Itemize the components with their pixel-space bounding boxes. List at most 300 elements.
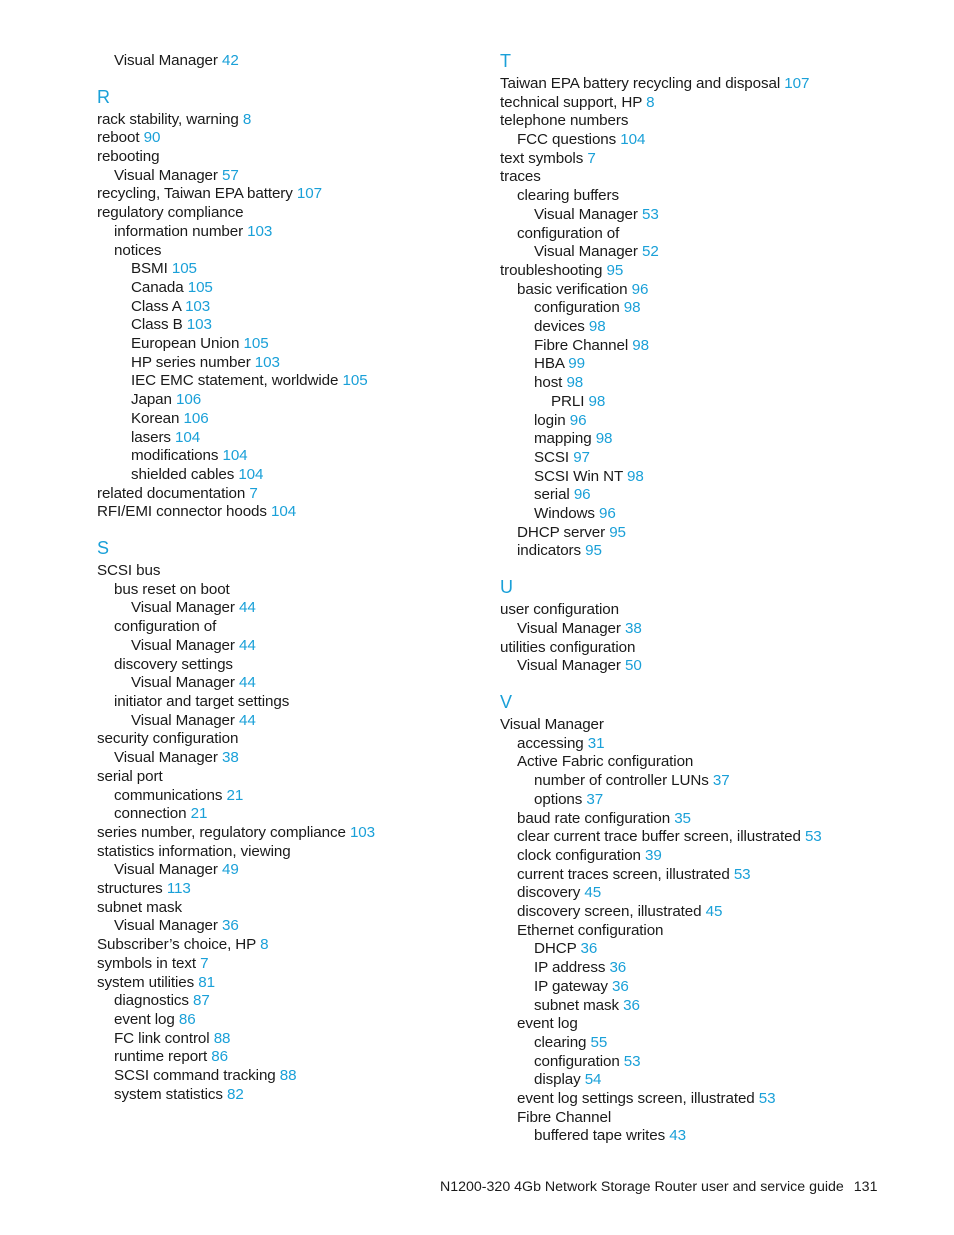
index-entry bbox=[500, 112, 628, 130]
index-entry bbox=[97, 730, 238, 748]
page-link[interactable]: 103 bbox=[185, 298, 211, 315]
index-term: related documentation bbox=[97, 485, 246, 502]
index-term: IP gateway bbox=[534, 978, 608, 995]
index-term: baud rate configuration bbox=[517, 810, 671, 827]
page-link[interactable]: 103 bbox=[349, 824, 375, 841]
index-entry bbox=[114, 52, 239, 70]
index-term: modifications bbox=[131, 447, 219, 464]
page-link[interactable]: 36 bbox=[221, 917, 239, 934]
index-entry bbox=[500, 150, 596, 168]
index-term: Visual Manager bbox=[517, 657, 621, 674]
index-entry bbox=[97, 204, 243, 222]
index-term: serial bbox=[534, 486, 570, 503]
index-entry bbox=[97, 899, 182, 917]
index-term: FC link control bbox=[114, 1030, 210, 1047]
index-entry bbox=[517, 847, 662, 865]
index-entry bbox=[131, 298, 210, 316]
page-link[interactable]: 42 bbox=[221, 52, 239, 69]
index-entry bbox=[97, 936, 268, 954]
page-link[interactable]: 36 bbox=[609, 959, 627, 976]
index-entry bbox=[131, 279, 213, 297]
page-link[interactable]: 105 bbox=[187, 279, 213, 296]
page-link[interactable]: 103 bbox=[254, 354, 280, 371]
index-entry bbox=[114, 656, 233, 674]
index-entry bbox=[500, 262, 623, 280]
page-link[interactable]: 96 bbox=[599, 505, 616, 522]
index-term: initiator and target settings bbox=[114, 693, 290, 710]
page-link[interactable]: 98 bbox=[627, 468, 644, 485]
index-term: user configuration bbox=[500, 601, 619, 618]
index-entry bbox=[517, 542, 602, 560]
index-term: Korean bbox=[131, 410, 180, 427]
page-link[interactable]: 55 bbox=[590, 1034, 608, 1051]
index-entry bbox=[534, 1071, 601, 1089]
index-entry bbox=[131, 599, 256, 617]
index-entry bbox=[97, 185, 322, 203]
index-term: connection bbox=[114, 805, 187, 822]
page-link[interactable]: 43 bbox=[669, 1127, 686, 1144]
page-link[interactable]: 113 bbox=[166, 880, 191, 897]
index-entry bbox=[517, 281, 648, 299]
index-entry bbox=[97, 824, 375, 842]
index-entry bbox=[97, 955, 208, 973]
index-entry bbox=[97, 485, 258, 503]
index-term: text symbols bbox=[500, 150, 584, 167]
index-term: IP address bbox=[534, 959, 606, 976]
index-entry bbox=[131, 637, 256, 655]
page-link[interactable]: 105 bbox=[243, 335, 269, 352]
section-letter: V bbox=[500, 692, 513, 712]
index-term: Visual Manager bbox=[114, 861, 218, 878]
index-entry bbox=[114, 992, 210, 1010]
page-link[interactable]: 36 bbox=[623, 997, 640, 1014]
page-link[interactable]: 36 bbox=[580, 940, 598, 957]
page-link[interactable]: 107 bbox=[296, 185, 322, 202]
index-term: Visual Manager bbox=[131, 599, 235, 616]
index-entry bbox=[534, 206, 659, 224]
index-term: Visual Manager bbox=[517, 620, 621, 637]
page-link[interactable]: 7 bbox=[200, 955, 209, 972]
page-link[interactable]: 81 bbox=[198, 974, 215, 991]
page-link[interactable]: 86 bbox=[178, 1011, 196, 1028]
index-term: event log settings screen, illustrated bbox=[517, 1090, 755, 1107]
index-entry bbox=[534, 318, 606, 336]
index-entry bbox=[131, 712, 256, 730]
index-entry bbox=[534, 486, 591, 504]
index-term: discovery settings bbox=[114, 656, 233, 673]
page-link[interactable]: 98 bbox=[588, 393, 606, 410]
index-term: rebooting bbox=[97, 148, 160, 165]
index-entry bbox=[534, 997, 640, 1015]
index-term: DHCP server bbox=[517, 524, 606, 541]
index-term: host bbox=[534, 374, 563, 391]
page-link[interactable]: 98 bbox=[632, 337, 649, 354]
index-entry bbox=[97, 880, 191, 898]
page-footer bbox=[440, 1179, 877, 1195]
index-entry bbox=[131, 447, 248, 465]
index-entry bbox=[551, 393, 605, 411]
index-term: series number, regulatory compliance bbox=[97, 824, 346, 841]
index-term: Fibre Channel bbox=[534, 337, 629, 354]
index-entry bbox=[114, 693, 289, 711]
index-term: buffered tape writes bbox=[534, 1127, 666, 1144]
index-term: BSMI bbox=[131, 260, 168, 277]
index-entry bbox=[534, 978, 629, 996]
page-link[interactable]: 95 bbox=[585, 542, 602, 559]
index-term: configuration bbox=[534, 1053, 620, 1070]
footer-page-number: 131 bbox=[853, 1179, 878, 1195]
page-link[interactable]: 103 bbox=[247, 223, 273, 240]
index-entry bbox=[517, 225, 619, 243]
index-entry bbox=[500, 601, 619, 619]
index-term: event log bbox=[517, 1015, 578, 1032]
page-link[interactable]: 54 bbox=[584, 1071, 602, 1088]
index-term: HP series number bbox=[131, 354, 251, 371]
index-term: login bbox=[534, 412, 566, 429]
section-letter: R bbox=[97, 87, 110, 107]
index-entry bbox=[131, 372, 368, 390]
section-letter: S bbox=[97, 538, 110, 558]
index-term: troubleshooting bbox=[500, 262, 603, 279]
index-term: Fibre Channel bbox=[517, 1109, 612, 1126]
page-link[interactable]: 104 bbox=[222, 447, 248, 464]
page-link[interactable]: 98 bbox=[588, 318, 606, 335]
index-term: clearing buffers bbox=[517, 187, 619, 204]
index-entry bbox=[534, 791, 603, 809]
index-entry bbox=[517, 828, 822, 846]
index-entry bbox=[97, 843, 291, 861]
index-entry bbox=[500, 94, 654, 112]
page-link[interactable]: 49 bbox=[221, 861, 239, 878]
page-link[interactable]: 35 bbox=[674, 810, 691, 827]
index-entry bbox=[517, 810, 691, 828]
page-link[interactable]: 98 bbox=[566, 374, 584, 391]
page-link[interactable]: 38 bbox=[624, 620, 642, 637]
page-link[interactable]: 37 bbox=[586, 791, 604, 808]
index-entry bbox=[97, 129, 160, 147]
page-link[interactable]: 95 bbox=[609, 524, 626, 541]
index-term: event log bbox=[114, 1011, 175, 1028]
page-link[interactable]: 96 bbox=[631, 281, 649, 298]
index-entry bbox=[517, 753, 693, 771]
page-link[interactable]: 53 bbox=[804, 828, 822, 845]
index-term: regulatory compliance bbox=[97, 204, 244, 221]
page-link[interactable]: 105 bbox=[171, 260, 197, 277]
index-entry bbox=[534, 430, 612, 448]
index-entry bbox=[131, 674, 256, 692]
index-term: Class A bbox=[131, 298, 181, 315]
index-entry bbox=[534, 940, 597, 958]
index-term: devices bbox=[534, 318, 585, 335]
index-term: utilities configuration bbox=[500, 639, 636, 656]
index-entry bbox=[97, 768, 163, 786]
page-link[interactable]: 86 bbox=[211, 1048, 228, 1065]
index-term: runtime report bbox=[114, 1048, 208, 1065]
index-entry bbox=[114, 787, 243, 805]
page-link[interactable]: 88 bbox=[213, 1030, 231, 1047]
index-term: FCC questions bbox=[517, 131, 617, 148]
index-entry bbox=[534, 355, 585, 373]
index-term: basic verification bbox=[517, 281, 628, 298]
page-link[interactable]: 53 bbox=[641, 206, 659, 223]
index-entry bbox=[97, 148, 159, 166]
index-term: Visual Manager bbox=[131, 637, 235, 654]
page-link[interactable]: 57 bbox=[221, 167, 239, 184]
index-entry bbox=[131, 335, 269, 353]
index-term: SCSI command tracking bbox=[114, 1067, 276, 1084]
index-term: clearing bbox=[534, 1034, 587, 1051]
section-letter: T bbox=[500, 51, 511, 71]
page-link[interactable]: 45 bbox=[705, 903, 723, 920]
index-term: clock configuration bbox=[517, 847, 641, 864]
index-term: security configuration bbox=[97, 730, 239, 747]
index-term: system utilities bbox=[97, 974, 195, 991]
page-link[interactable]: 103 bbox=[186, 316, 212, 333]
page-link[interactable]: 45 bbox=[584, 884, 602, 901]
index-term: configuration bbox=[534, 299, 620, 316]
index-entry bbox=[517, 1109, 611, 1127]
page-link[interactable]: 82 bbox=[226, 1086, 244, 1103]
index-term: communications bbox=[114, 787, 223, 804]
index-entry bbox=[131, 429, 200, 447]
index-entry bbox=[534, 374, 583, 392]
index-term: serial port bbox=[97, 768, 163, 785]
index-term: IEC EMC statement, worldwide bbox=[131, 372, 339, 389]
index-entry bbox=[534, 1127, 686, 1145]
index-entry bbox=[517, 884, 601, 902]
index-entry bbox=[534, 243, 659, 261]
index-entry bbox=[534, 1053, 641, 1071]
index-entry bbox=[517, 187, 619, 205]
page-link[interactable]: 87 bbox=[193, 992, 210, 1009]
index-entry bbox=[500, 168, 541, 186]
index-term: discovery screen, illustrated bbox=[517, 903, 702, 920]
index-term: information number bbox=[114, 223, 244, 240]
index-term: configuration of bbox=[517, 225, 620, 242]
index-term: notices bbox=[114, 242, 162, 259]
index-entry bbox=[114, 805, 207, 823]
index-term: Taiwan EPA battery recycling and disposal bbox=[500, 75, 781, 92]
footer-title: N1200-320 4Gb Network Storage Router user and service guide bbox=[440, 1179, 844, 1195]
index-term: European Union bbox=[131, 335, 240, 352]
index-entry bbox=[114, 749, 239, 767]
page-link[interactable]: 104 bbox=[620, 131, 646, 148]
page-link[interactable]: 104 bbox=[238, 466, 264, 483]
index-term: mapping bbox=[534, 430, 592, 447]
index-term: Subscriber’s choice, HP bbox=[97, 936, 256, 953]
index-term: diagnostics bbox=[114, 992, 189, 1009]
index-term: traces bbox=[500, 168, 541, 185]
index-entry bbox=[114, 242, 161, 260]
page-link[interactable]: 39 bbox=[645, 847, 662, 864]
index-entry bbox=[517, 866, 751, 884]
page-link[interactable]: 104 bbox=[175, 429, 201, 446]
index-entry bbox=[534, 505, 616, 523]
page-link[interactable]: 52 bbox=[641, 243, 659, 260]
page-link[interactable]: 95 bbox=[606, 262, 624, 279]
index-term: SCSI bbox=[534, 449, 570, 466]
page-link[interactable]: 44 bbox=[238, 674, 256, 691]
index-entry bbox=[517, 735, 604, 753]
index-term: shielded cables bbox=[131, 466, 235, 483]
page-link[interactable]: 53 bbox=[623, 1053, 641, 1070]
index-term: RFI/EMI connector hoods bbox=[97, 503, 267, 520]
page-link[interactable]: 37 bbox=[712, 772, 730, 789]
index-term: rack stability, warning bbox=[97, 111, 239, 128]
index-entry bbox=[517, 657, 642, 675]
index-entry bbox=[534, 468, 644, 486]
page-link[interactable]: 21 bbox=[226, 787, 244, 804]
section-letter: U bbox=[500, 577, 513, 597]
index-entry bbox=[114, 1011, 196, 1029]
index-term: statistics information, viewing bbox=[97, 843, 291, 860]
index-entry bbox=[534, 449, 590, 467]
index-entry bbox=[114, 1086, 244, 1104]
index-entry bbox=[131, 391, 201, 409]
index-entry bbox=[500, 716, 604, 734]
index-term: clear current trace buffer screen, illustrated bbox=[517, 828, 801, 845]
index-entry bbox=[131, 466, 263, 484]
index-term: Ethernet configuration bbox=[517, 922, 664, 939]
index-term: lasers bbox=[131, 429, 171, 446]
page-link[interactable]: 21 bbox=[190, 805, 208, 822]
page-link[interactable]: 96 bbox=[573, 486, 591, 503]
index-term: recycling, Taiwan EPA battery bbox=[97, 185, 293, 202]
index-term: Japan bbox=[131, 391, 172, 408]
index-term: SCSI Win NT bbox=[534, 468, 623, 485]
index-entry bbox=[114, 618, 216, 636]
index-entry bbox=[114, 861, 239, 879]
index-term: subnet mask bbox=[97, 899, 183, 916]
index-entry bbox=[500, 75, 809, 93]
index-term: Visual Manager bbox=[114, 167, 218, 184]
index-term: options bbox=[534, 791, 583, 808]
index-entry bbox=[114, 1048, 228, 1066]
index-term: technical support, HP bbox=[500, 94, 642, 111]
index-term: display bbox=[534, 1071, 581, 1088]
index-term: symbols in text bbox=[97, 955, 196, 972]
page-link[interactable]: 38 bbox=[221, 749, 239, 766]
index-entry bbox=[534, 412, 586, 430]
index-term: Canada bbox=[131, 279, 184, 296]
page-link[interactable]: 8 bbox=[646, 94, 655, 111]
index-term: accessing bbox=[517, 735, 584, 752]
index-entry bbox=[131, 316, 212, 334]
index-entry bbox=[97, 503, 296, 521]
page-link[interactable]: 8 bbox=[242, 111, 252, 128]
index-term: Visual Manager bbox=[131, 712, 235, 729]
page-link[interactable]: 97 bbox=[573, 449, 590, 466]
index-term: SCSI bus bbox=[97, 562, 161, 579]
index-term: PRLI bbox=[551, 393, 585, 410]
index-entry bbox=[114, 1067, 296, 1085]
index-term: bus reset on boot bbox=[114, 581, 230, 598]
index-entry bbox=[97, 562, 160, 580]
index-entry bbox=[114, 167, 239, 185]
index-term: configuration of bbox=[114, 618, 217, 635]
page-link[interactable]: 106 bbox=[176, 391, 202, 408]
page-link[interactable]: 98 bbox=[595, 430, 613, 447]
page-link[interactable]: 104 bbox=[271, 503, 297, 520]
index-entry bbox=[131, 260, 197, 278]
index-term: Class B bbox=[131, 316, 183, 333]
index-entry bbox=[114, 917, 239, 935]
index-term: subnet mask bbox=[534, 997, 620, 1014]
index-term: Visual Manager bbox=[534, 206, 638, 223]
page-link[interactable]: 88 bbox=[279, 1067, 297, 1084]
page-link[interactable]: 36 bbox=[612, 978, 629, 995]
index-term: Active Fabric configuration bbox=[517, 753, 694, 770]
page-link[interactable]: 105 bbox=[342, 372, 368, 389]
index-term: telephone numbers bbox=[500, 112, 629, 129]
page-link[interactable]: 44 bbox=[238, 637, 256, 654]
index-entry bbox=[534, 1034, 607, 1052]
page-link[interactable]: 96 bbox=[569, 412, 587, 429]
page-link[interactable]: 7 bbox=[587, 150, 596, 167]
index-term: Visual Manager bbox=[500, 716, 604, 733]
index-term: Visual Manager bbox=[131, 674, 235, 691]
page-link[interactable]: 53 bbox=[733, 866, 751, 883]
index-entry bbox=[534, 299, 641, 317]
index-entry bbox=[97, 111, 251, 129]
index-term: Windows bbox=[534, 505, 595, 522]
page-link[interactable]: 98 bbox=[623, 299, 641, 316]
index-term: structures bbox=[97, 880, 163, 897]
page-link[interactable]: 8 bbox=[260, 936, 269, 953]
index-entry bbox=[114, 223, 272, 241]
index-entry bbox=[534, 337, 649, 355]
page-link[interactable]: 106 bbox=[183, 410, 209, 427]
index-entry bbox=[500, 639, 635, 657]
page-link[interactable]: 50 bbox=[624, 657, 642, 674]
index-entry bbox=[534, 959, 626, 977]
index-entry bbox=[517, 1090, 775, 1108]
index-entry bbox=[534, 772, 730, 790]
page-link[interactable]: 53 bbox=[758, 1090, 776, 1107]
index-term: HBA bbox=[534, 355, 565, 372]
index-term: discovery bbox=[517, 884, 581, 901]
index-term: number of controller LUNs bbox=[534, 772, 709, 789]
index-entry bbox=[517, 620, 642, 638]
index-term: current traces screen, illustrated bbox=[517, 866, 730, 883]
index-entry bbox=[131, 410, 209, 428]
index-entry bbox=[114, 1030, 230, 1048]
page-link[interactable]: 44 bbox=[238, 599, 256, 616]
index-term: indicators bbox=[517, 542, 581, 559]
index-entry bbox=[114, 581, 230, 599]
page-link[interactable]: 107 bbox=[784, 75, 810, 92]
index-entry bbox=[517, 903, 722, 921]
index-term: Visual Manager bbox=[534, 243, 638, 260]
page-link[interactable]: 44 bbox=[238, 712, 256, 729]
index-entry bbox=[517, 1015, 578, 1033]
index-term: DHCP bbox=[534, 940, 577, 957]
page-link[interactable]: 31 bbox=[587, 735, 605, 752]
index-entry bbox=[131, 354, 280, 372]
index-entry bbox=[97, 974, 215, 992]
index-term: Visual Manager bbox=[114, 749, 218, 766]
index-term: Visual Manager bbox=[114, 52, 218, 69]
page-link[interactable]: 90 bbox=[143, 129, 161, 146]
index-entry bbox=[517, 524, 626, 542]
page-link[interactable]: 99 bbox=[568, 355, 585, 372]
index-entry bbox=[517, 922, 663, 940]
index-entry bbox=[517, 131, 645, 149]
page-link[interactable]: 7 bbox=[249, 485, 258, 502]
index-term: Visual Manager bbox=[114, 917, 218, 934]
index-term: system statistics bbox=[114, 1086, 223, 1103]
index-term: reboot bbox=[97, 129, 140, 146]
